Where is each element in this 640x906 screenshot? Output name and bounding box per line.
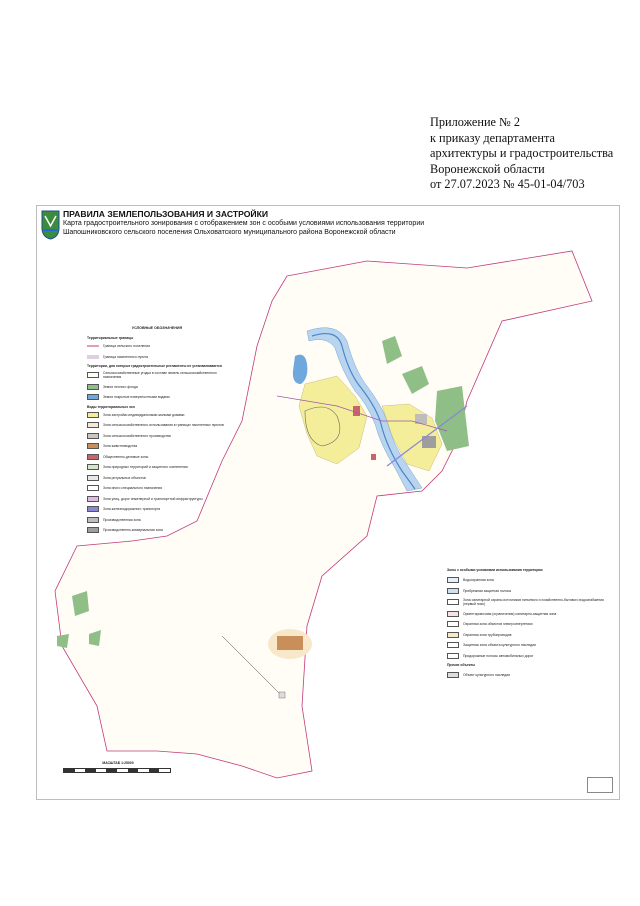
legend-item — [87, 443, 227, 449]
legend-item-label: Водоохранная зона — [463, 578, 494, 582]
legend-item — [87, 517, 227, 523]
legend-item — [87, 422, 227, 428]
boundary-swatch — [87, 354, 99, 360]
legend-swatch — [87, 433, 99, 439]
legend-item-label: Граница населенного пункта — [103, 354, 148, 359]
livestock-zone — [277, 636, 303, 650]
map-title: ПРАВИЛА ЗЕМЛЕПОЛЬЗОВАНИЯ И ЗАСТРОЙКИ — [63, 209, 269, 219]
public-zone — [353, 406, 360, 416]
legend-special-zones — [447, 568, 617, 683]
legend-item-label: Зона животноводства — [103, 444, 138, 448]
legend-section-no-regulations: Территории, для которых градостроительные регламенты не устанавливаются — [87, 364, 222, 368]
legend-item-label: Производственная зона — [103, 517, 141, 522]
map-subtitle — [63, 220, 424, 237]
legend-swatch — [87, 443, 99, 449]
legend-item — [87, 343, 227, 349]
legend-item — [87, 506, 227, 512]
legend-item-label: Придорожные полосы автомобильных дорог — [463, 653, 534, 658]
legend-swatch — [447, 672, 459, 678]
legend-item-label: Защитная зона объекта культурного наследия — [463, 643, 536, 647]
legend-swatch — [87, 517, 99, 523]
legend-item-label: Общественно-деловые зоны — [103, 454, 149, 459]
stamp-icon — [587, 777, 613, 793]
legend-swatch — [87, 527, 99, 533]
legend-item-label: Зона природных территорий и защитного озеленения — [103, 465, 188, 469]
heritage-point — [279, 692, 285, 698]
legend-swatch — [87, 422, 99, 428]
legend-section-boundaries: Территориальные границы — [87, 336, 134, 340]
scale-bar — [63, 761, 173, 773]
legend-item-label: Зона ритуальных объектов — [103, 475, 146, 480]
legend-item — [447, 577, 617, 583]
legend-swatch — [87, 496, 99, 502]
legend-item — [87, 371, 227, 379]
appendix-line-5: от 27.07.2023 № 45-01-04/703 — [430, 177, 585, 191]
legend-swatch — [447, 653, 459, 659]
legend — [87, 326, 227, 538]
legend-item — [87, 384, 227, 390]
special-zone-list — [447, 577, 617, 659]
appendix-block — [430, 115, 635, 193]
legend-item-label: Земли покрытые поверхностными водами — [103, 395, 170, 399]
map-sheet — [36, 205, 620, 800]
legend-item — [87, 354, 227, 360]
legend-swatch — [447, 599, 459, 605]
appendix-line-2: к приказу департамента — [430, 130, 555, 145]
legend-swatch — [87, 372, 99, 378]
legend-item — [87, 485, 227, 491]
legend-swatch — [447, 611, 459, 617]
legend-item — [87, 464, 227, 470]
legend-swatch — [87, 394, 99, 400]
legend-item — [87, 475, 227, 481]
legend-item-label: Зона железнодорожного транспорта — [103, 507, 161, 511]
legend-item — [87, 394, 227, 400]
public-zone-2 — [371, 454, 376, 460]
legend-item-label: Производственно-коммунальная зона — [103, 528, 163, 532]
legend-swatch — [447, 642, 459, 648]
legend-item-label: Сельскохозяйственные угодья в составе земель сельскохозяйственного назначения — [103, 371, 217, 379]
legend-item — [87, 496, 227, 502]
legend-item-label: Зона сельскохозяйственного производства — [103, 433, 171, 438]
legend-item — [447, 621, 617, 627]
legend-item-label: Зона санитарной охраны источников питьевого и хозяйственно-бытового водоснабжения (первый пояс) — [463, 598, 604, 606]
legend-swatch — [87, 485, 99, 491]
legend-item — [447, 632, 617, 638]
legend-item — [447, 653, 617, 659]
legend-item — [447, 611, 617, 617]
legend-item — [87, 412, 227, 418]
legend-item — [447, 642, 617, 648]
legend-item-label: Охранная зона объектов электроэнергетики — [463, 622, 533, 626]
legend-item — [447, 672, 617, 678]
legend-item-label: Зона улиц, дорог инженерной и транспортной инфраструктуры — [103, 496, 203, 501]
legend-item-label: Прибрежная защитная полоса — [463, 588, 512, 593]
legend-swatch — [447, 588, 459, 594]
legend-swatch — [87, 454, 99, 460]
boundary-swatch — [87, 343, 99, 349]
legend-swatch — [87, 464, 99, 470]
legend-swatch — [87, 506, 99, 512]
forest-5 — [57, 634, 69, 648]
legend-item — [447, 588, 617, 594]
legend-swatch — [447, 632, 459, 638]
legend-swatch — [87, 384, 99, 390]
legend-item-label: Зона застройки индивидуальными жилыми домами — [103, 412, 185, 417]
appendix-line-3: архитектуры и градостроительства — [430, 146, 614, 160]
legend-special-heading: Зоны с особыми условиями использования территории — [447, 568, 543, 572]
legend-heading: УСЛОВНЫЕ ОБОЗНАЧЕНИЯ — [131, 326, 183, 330]
legend-item-label: Земли лесного фонда — [103, 384, 138, 389]
legend-item-label: Охранная зона трубопроводов — [463, 632, 512, 637]
legend-section-zones: Виды территориальных зон — [87, 404, 135, 409]
legend-section-other: Прочие объекты — [447, 663, 476, 667]
legend-item — [87, 454, 227, 460]
legend-item-label: Зона иного специального назначения — [103, 486, 163, 490]
legend-swatch — [87, 412, 99, 418]
coat-of-arms-icon — [41, 210, 60, 240]
scale-title: МАСШТАБ 1:25000 — [102, 761, 134, 765]
map-subtitle-line-1: Карта градостроительного зонирования с отображением зон с особыми условиями использования территории — [63, 220, 425, 227]
legend-item-label: Объект культурного наследия — [463, 673, 510, 677]
legend-swatch — [447, 621, 459, 627]
legend-item — [87, 433, 227, 439]
scale-ruler — [63, 768, 171, 773]
legend-item — [447, 598, 617, 606]
legend-item — [87, 527, 227, 533]
appendix-line-4: Воронежской области — [430, 161, 545, 176]
legend-item-label: Граница сельского поселения — [103, 344, 150, 348]
legend-swatch — [87, 475, 99, 481]
appendix-line-1: Приложение № 2 — [430, 115, 521, 129]
map-subtitle-line-2: Шапошниковского сельского поселения Ольховатского муниципального района Воронежской области — [63, 228, 396, 236]
zone-list — [87, 412, 227, 534]
legend-item-label: Зона сельскохозяйственного использования в границах населенных пунктов — [103, 423, 224, 427]
legend-swatch — [447, 577, 459, 583]
legend-item-label: Ориентировочная (ограничения) санитарно-защитная зона — [463, 611, 557, 616]
